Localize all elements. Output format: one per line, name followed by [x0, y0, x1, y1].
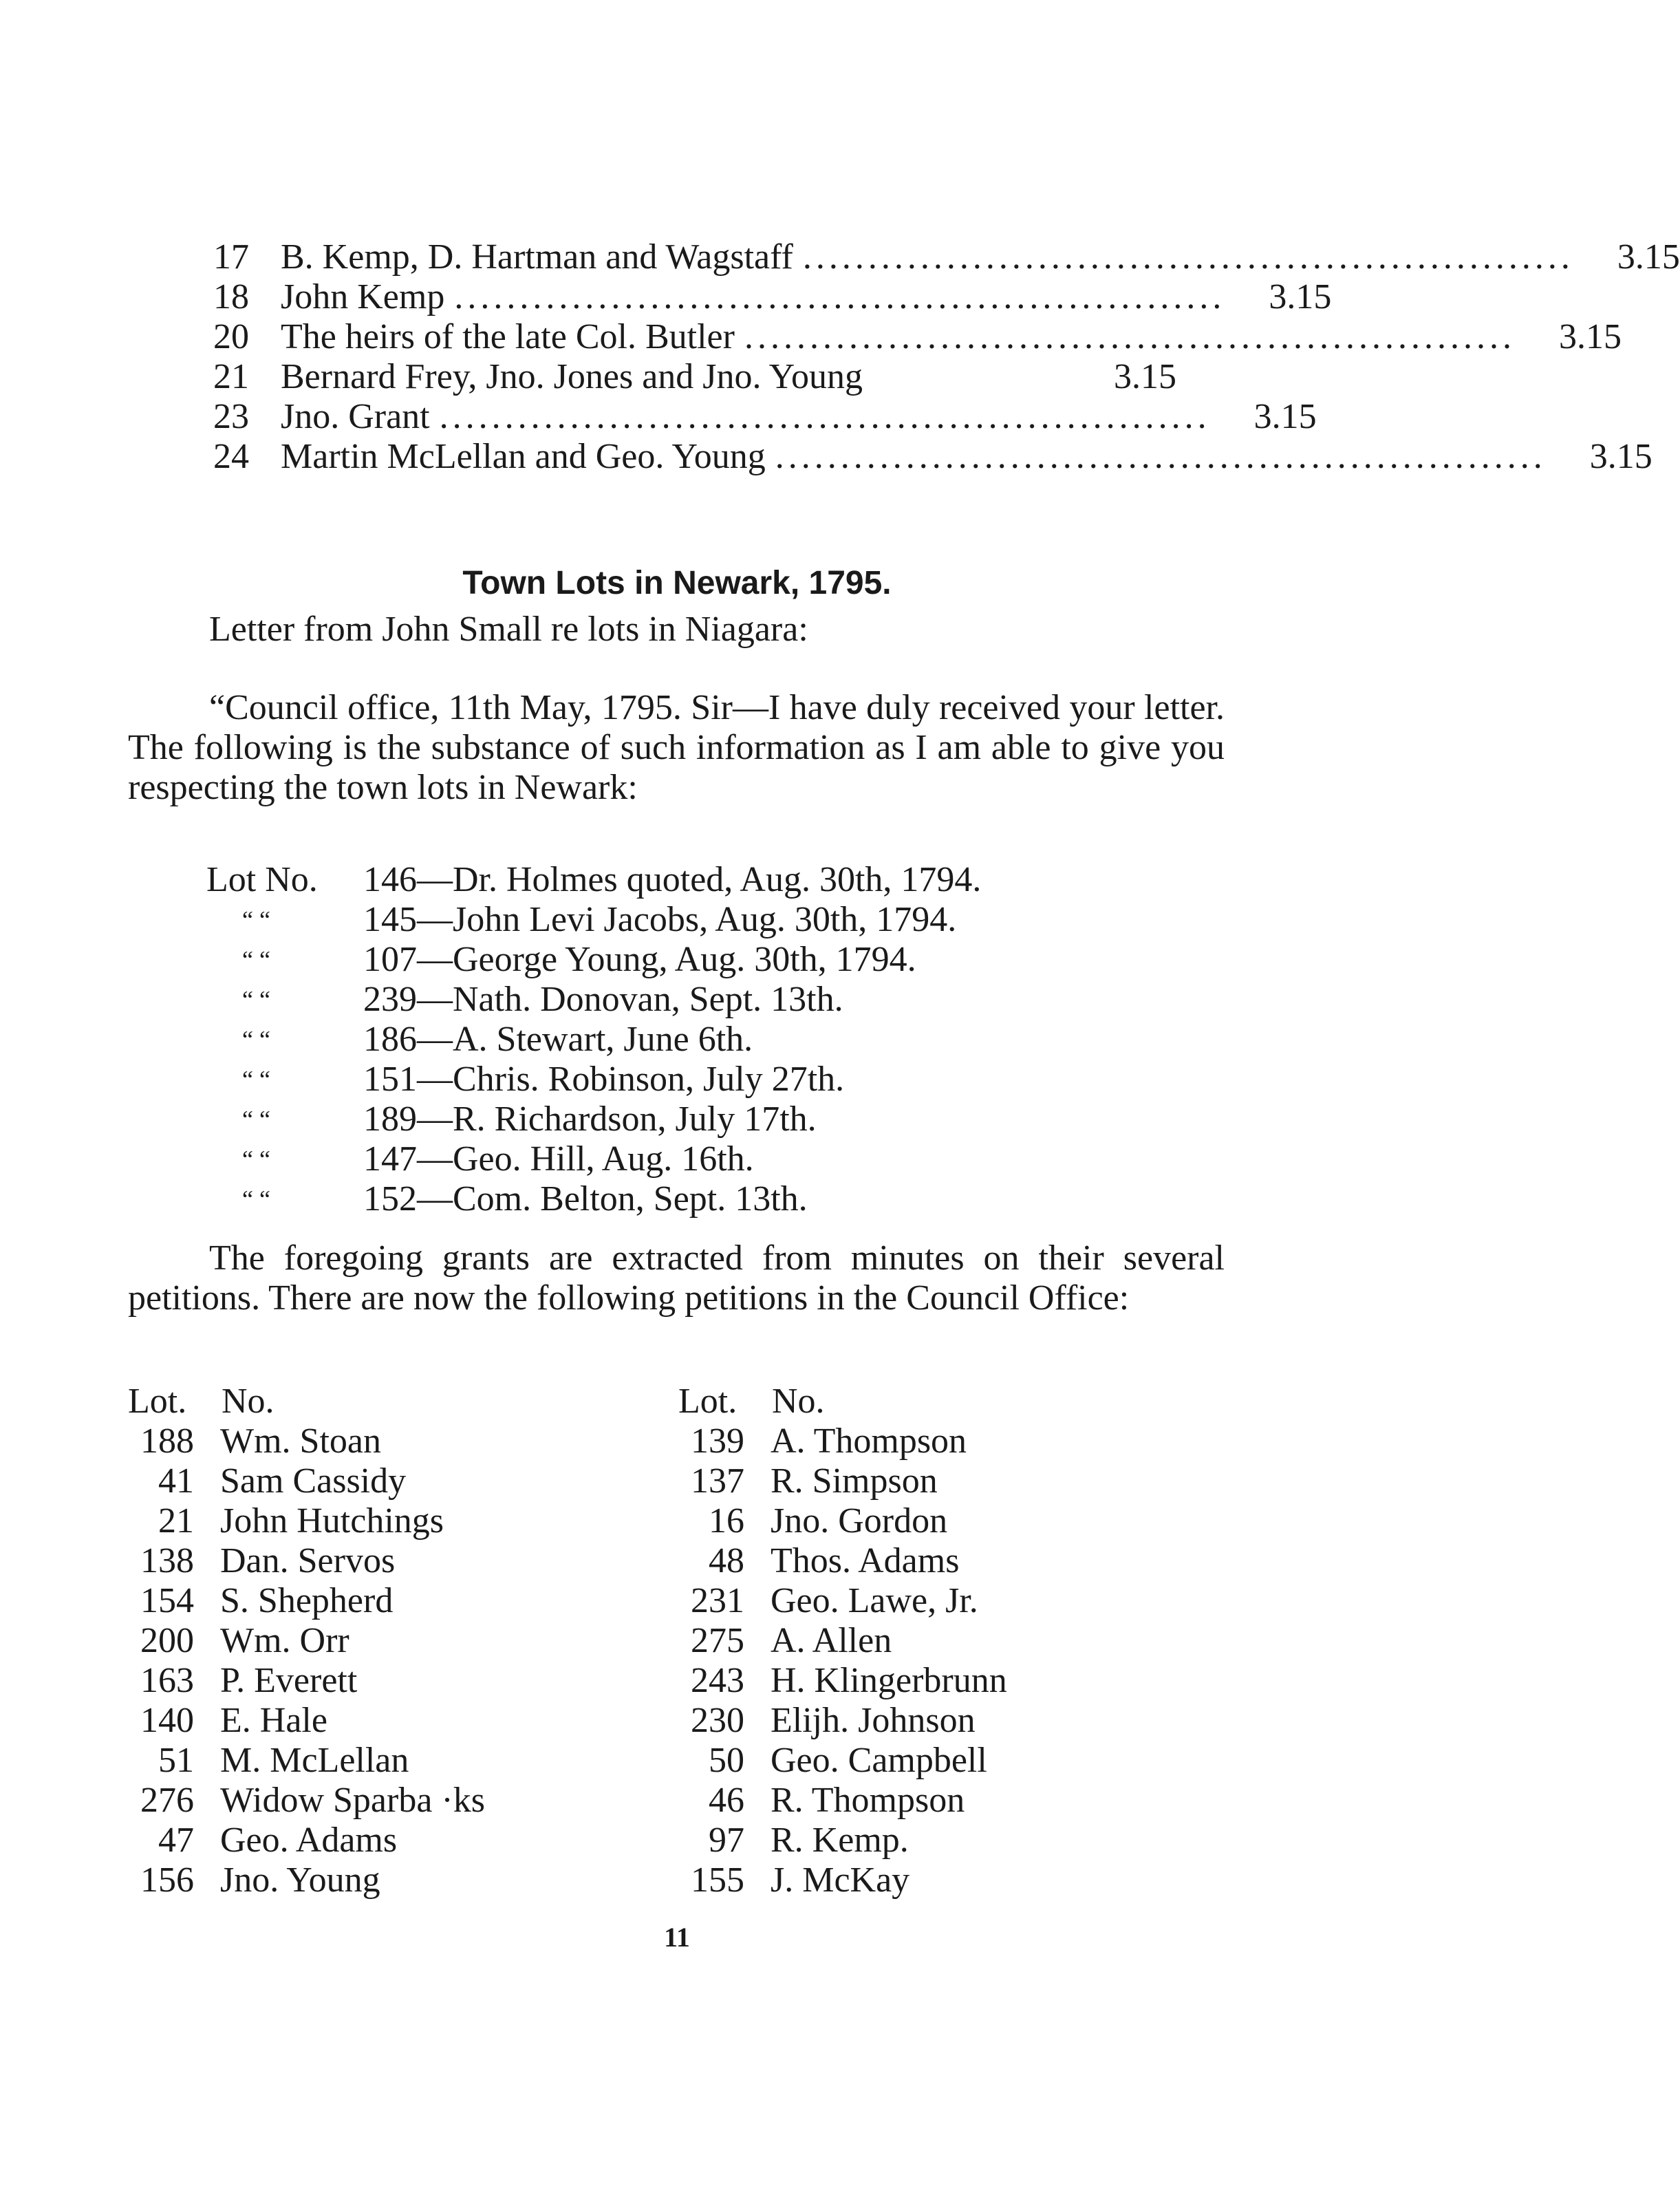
petition-name: E. Hale: [220, 1701, 327, 1740]
lot-grant-list: [206, 860, 981, 1219]
petition-row: [678, 1422, 1229, 1461]
petition-name: A. Thompson: [771, 1422, 967, 1461]
ditto-marks: “ “: [242, 1066, 270, 1093]
leader-dots: ...........................................................: [439, 397, 1211, 436]
lot-grant-entry: 145—John Levi Jacobs, Aug. 30th, 1794.: [363, 900, 957, 939]
ledger-table: [200, 237, 1680, 477]
petition-lot: 47: [158, 1821, 194, 1860]
petition-name: Thos. Adams: [771, 1541, 960, 1580]
petition-lot: 276: [140, 1781, 194, 1820]
ledger-name: Bernard Frey, Jno. Jones and Jno. Young: [281, 357, 863, 396]
petition-lot: 16: [709, 1501, 744, 1541]
petition-row: [678, 1741, 1229, 1781]
header-lot: Lot.: [678, 1382, 737, 1421]
petition-row: [128, 1781, 665, 1821]
lot-grant-row: [206, 980, 981, 1020]
petition-lot: 243: [691, 1661, 744, 1700]
ditto-marks: “ “: [242, 1106, 270, 1133]
petition-lot: 21: [158, 1501, 194, 1541]
petition-row: [678, 1461, 1229, 1501]
petition-lot: 97: [709, 1821, 744, 1860]
petition-lot: 230: [691, 1701, 744, 1740]
ditto-marks: “ “: [242, 906, 270, 934]
petition-lot: 231: [691, 1581, 744, 1620]
ledger-lot-number: 18: [213, 277, 249, 317]
section-heading: Town Lots in Newark, 1795.: [462, 565, 892, 601]
petition-row: [128, 1581, 665, 1621]
header-no: No.: [772, 1382, 825, 1421]
lot-grant-row: [206, 1060, 981, 1099]
ledger-row: [200, 397, 1317, 437]
petition-row: [678, 1501, 1229, 1541]
petitions-left-column: [128, 1382, 665, 1900]
lot-grant-entry: 239—Nath. Donovan, Sept. 13th.: [363, 980, 843, 1019]
page-number: 11: [664, 1922, 690, 1953]
leader-dots: ...........................................................: [744, 317, 1516, 356]
petition-name: Sam Cassidy: [220, 1461, 407, 1501]
petition-lot: 46: [709, 1781, 744, 1820]
petition-row: [678, 1621, 1229, 1661]
petition-row: [678, 1781, 1229, 1821]
ledger-amount: 3.15: [1269, 277, 1332, 317]
ledger-amount: 3.15: [1589, 437, 1652, 476]
petition-name: P. Everett: [220, 1661, 358, 1700]
ledger-row: [200, 277, 1332, 317]
petition-name: Elijh. Johnson: [771, 1701, 976, 1740]
leader-dots: ...........................................................: [775, 437, 1547, 476]
ledger-amount: 3.15: [1253, 397, 1317, 436]
petition-name: Wm. Orr: [220, 1621, 349, 1660]
ledger-lot-number: 21: [213, 357, 249, 396]
petition-name: J. McKay: [771, 1860, 910, 1900]
ledger-row: [200, 357, 1176, 397]
ditto-marks: “ “: [242, 946, 270, 974]
petition-name: A. Allen: [771, 1621, 892, 1660]
petition-name: R. Simpson: [771, 1461, 938, 1501]
petition-name: S. Shepherd: [220, 1581, 394, 1620]
petition-name: M. McLellan: [220, 1741, 409, 1780]
header-lot: Lot.: [128, 1382, 187, 1421]
petitions-right-column: [678, 1382, 1229, 1900]
ledger-name: Jno. Grant: [281, 397, 430, 436]
petition-name: Geo. Campbell: [771, 1741, 987, 1780]
ledger-name: John Kemp: [281, 277, 445, 317]
ledger-row: [200, 437, 1652, 477]
petition-lot: 156: [140, 1860, 194, 1900]
lot-grant-row: [206, 1099, 981, 1139]
ledger-lot-number: 24: [213, 437, 249, 476]
lot-grant-entry: 186—A. Stewart, June 6th.: [363, 1020, 753, 1059]
petition-lot: 154: [140, 1581, 194, 1620]
petition-lot: 155: [691, 1860, 744, 1900]
ledger-amount: 3.15: [1114, 357, 1176, 396]
petition-name: Jno. Gordon: [771, 1501, 948, 1541]
ledger-name: The heirs of the late Col. Butler: [281, 317, 735, 356]
lot-grant-row: [206, 1139, 981, 1179]
petition-lot: 51: [158, 1741, 194, 1780]
foregoing-paragraph: The foregoing grants are extracted from minutes on their several petitions. There are now the following petitions in the Council Office:: [128, 1238, 1225, 1318]
ditto-marks: “ “: [242, 1186, 270, 1213]
petition-row: [128, 1741, 665, 1781]
petition-lot: 50: [709, 1741, 744, 1780]
ledger-row: [200, 237, 1680, 277]
petition-lot: 140: [140, 1701, 194, 1740]
lot-grant-entry: 189—R. Richardson, July 17th.: [363, 1099, 817, 1139]
petition-name: R. Kemp.: [771, 1821, 909, 1860]
petition-lot: 139: [691, 1422, 744, 1461]
column-header: [678, 1382, 1229, 1422]
lot-grant-entry: 151—Chris. Robinson, July 27th.: [363, 1060, 845, 1099]
column-header: [128, 1382, 665, 1422]
ditto-marks: “ “: [242, 986, 270, 1013]
petition-lot: 275: [691, 1621, 744, 1660]
letter-paragraph: “Council office, 11th May, 1795. Sir—I have duly received your letter. The following is the substance of such information as I am able to give you respecting the town lots in Newark:: [128, 688, 1225, 807]
petition-row: [128, 1661, 665, 1701]
lot-grant-entry: 152—Com. Belton, Sept. 13th.: [363, 1179, 808, 1219]
lot-grant-lead: Lot No.: [206, 860, 318, 899]
petition-lot: 163: [140, 1661, 194, 1700]
petition-lot: 48: [709, 1541, 744, 1580]
ledger-name: B. Kemp, D. Hartman and Wagstaff: [281, 237, 793, 277]
petition-row: [678, 1581, 1229, 1621]
petition-row: [128, 1541, 665, 1581]
petition-name: Wm. Stoan: [220, 1422, 381, 1461]
ledger-amount: 3.15: [1617, 237, 1680, 277]
ledger-name: Martin McLellan and Geo. Young: [281, 437, 766, 476]
petition-name: R. Thompson: [771, 1781, 965, 1820]
intro-line: Letter from John Small re lots in Niagara:: [209, 610, 808, 649]
petition-lot: 188: [140, 1422, 194, 1461]
petition-lot: 137: [691, 1461, 744, 1501]
petition-row: [678, 1701, 1229, 1741]
ledger-lot-number: 23: [213, 397, 249, 436]
petition-lot: 200: [140, 1621, 194, 1660]
petition-name: Jno. Young: [220, 1860, 380, 1900]
lot-grant-entry: 146—Dr. Holmes quoted, Aug. 30th, 1794.: [363, 860, 982, 899]
lot-grant-row: [206, 940, 981, 980]
petition-row: [128, 1461, 665, 1501]
petition-row: [678, 1821, 1229, 1860]
ledger-lot-number: 20: [213, 317, 249, 356]
ditto-marks: “ “: [242, 1026, 270, 1053]
header-no: No.: [222, 1382, 274, 1421]
ditto-marks: “ “: [242, 1146, 270, 1173]
petition-row: [128, 1821, 665, 1860]
ledger-amount: 3.15: [1558, 317, 1622, 356]
petition-row: [678, 1860, 1229, 1900]
petition-row: [128, 1701, 665, 1741]
lot-grant-row: [206, 1020, 981, 1060]
petition-name: Geo. Adams: [220, 1821, 398, 1860]
lot-grant-entry: 147—Geo. Hill, Aug. 16th.: [363, 1139, 754, 1179]
petition-row: [128, 1860, 665, 1900]
petition-row: [128, 1621, 665, 1661]
ledger-row: [200, 317, 1622, 357]
leader-dots: ...........................................................: [454, 277, 1226, 317]
petition-row: [128, 1501, 665, 1541]
lot-grant-row: [206, 900, 981, 940]
petition-row: [678, 1541, 1229, 1581]
petition-name: Dan. Servos: [220, 1541, 396, 1580]
petition-name: H. Klingerbrunn: [771, 1661, 1007, 1700]
petition-lot: 41: [158, 1461, 194, 1501]
petition-name: John Hutchings: [220, 1501, 444, 1541]
petition-row: [128, 1422, 665, 1461]
lot-grant-entry: 107—George Young, Aug. 30th, 1794.: [363, 940, 916, 979]
lot-grant-row: [206, 1179, 981, 1219]
petition-row: [678, 1661, 1229, 1701]
petition-name: Widow Sparba ·ks: [220, 1781, 485, 1820]
ledger-lot-number: 17: [213, 237, 249, 277]
petition-name: Geo. Lawe, Jr.: [771, 1581, 978, 1620]
leader-dots: ...........................................................: [802, 237, 1574, 277]
lot-grant-row: [206, 860, 981, 900]
petition-lot: 138: [140, 1541, 194, 1580]
